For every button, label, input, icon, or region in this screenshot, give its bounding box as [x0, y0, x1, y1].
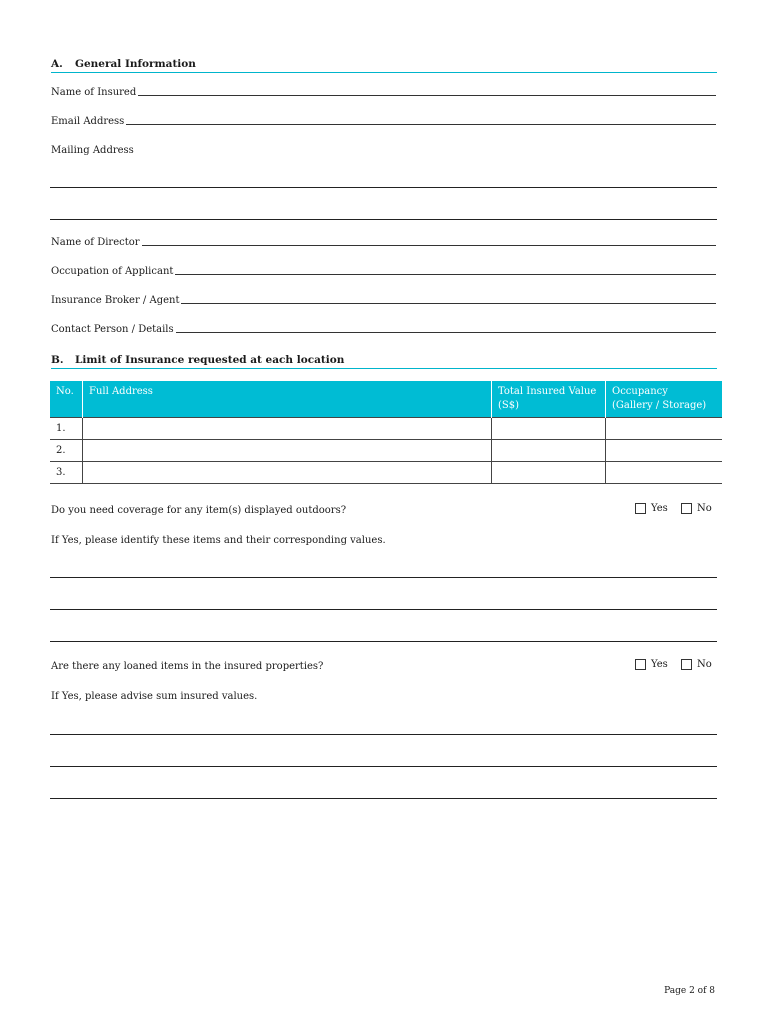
name-of-insured-line[interactable] [138, 95, 716, 96]
header-occupancy-line2: (Gallery / Storage) [612, 400, 707, 411]
email-address-line[interactable] [126, 124, 716, 125]
outdoor-followup: If Yes, please identify these items and their corresponding values. [51, 535, 386, 546]
loaned-followup: If Yes, please advise sum insured values. [51, 691, 258, 702]
loaned-yes-checkbox[interactable] [635, 659, 646, 670]
section-b-title: Limit of Insurance requested at each location [75, 354, 345, 366]
occupation-field[interactable] [51, 266, 716, 277]
email-address-label: Email Address [51, 116, 125, 127]
location-table-header [50, 381, 722, 418]
occupancy-cell[interactable] [606, 440, 723, 462]
loaned-items-line-1[interactable] [50, 734, 717, 735]
section-a-title: General Information [75, 58, 196, 70]
loaned-items-line-2[interactable] [50, 766, 717, 767]
header-total-insured-value [492, 381, 606, 418]
name-of-director-line[interactable] [142, 245, 716, 246]
row-number: 2. [50, 440, 83, 462]
row-number: 3. [50, 462, 83, 484]
header-value-line1: Total Insured Value [498, 386, 597, 397]
loaned-no-checkbox[interactable] [681, 659, 692, 670]
outdoor-items-line-2[interactable] [50, 609, 717, 610]
section-b-heading [51, 354, 717, 369]
row-number: 1. [50, 418, 83, 440]
name-of-director-field[interactable] [51, 237, 716, 248]
outdoor-yes-option[interactable] [635, 503, 668, 514]
outdoor-no-option[interactable] [681, 503, 712, 514]
loaned-yes-option[interactable] [635, 659, 668, 670]
name-of-director-label: Name of Director [51, 237, 140, 248]
header-full-address: Full Address [83, 381, 492, 418]
contact-line[interactable] [176, 332, 716, 333]
value-cell[interactable] [492, 462, 606, 484]
occupation-label: Occupation of Applicant [51, 266, 174, 277]
address-cell[interactable] [83, 440, 492, 462]
header-occupancy-line1: Occupancy [612, 386, 668, 397]
contact-field[interactable] [51, 324, 716, 335]
occupancy-cell[interactable] [606, 462, 723, 484]
value-cell[interactable] [492, 418, 606, 440]
occupancy-cell[interactable] [606, 418, 723, 440]
header-value-line2: (S$) [498, 400, 520, 411]
email-address-field[interactable] [51, 116, 716, 127]
header-no: No. [50, 381, 83, 418]
section-a-letter: A. [51, 58, 63, 70]
outdoor-question: Do you need coverage for any item(s) displayed outdoors? [51, 505, 347, 516]
page-number: Page 2 of 8 [664, 986, 715, 996]
section-a-heading [51, 58, 717, 73]
broker-field[interactable] [51, 295, 716, 306]
loaned-no-option[interactable] [681, 659, 712, 670]
header-occupancy [606, 381, 723, 418]
outdoor-yes-label: Yes [651, 503, 668, 514]
loaned-question: Are there any loaned items in the insured properties? [51, 661, 324, 672]
outdoor-no-checkbox[interactable] [681, 503, 692, 514]
mailing-address-label: Mailing Address [51, 145, 134, 156]
table-row [50, 418, 722, 440]
table-row [50, 462, 722, 484]
loaned-items-line-3[interactable] [50, 798, 717, 799]
address-cell[interactable] [83, 462, 492, 484]
broker-line[interactable] [181, 303, 716, 304]
name-of-insured-field[interactable] [51, 87, 716, 98]
location-table [50, 381, 722, 484]
value-cell[interactable] [492, 440, 606, 462]
address-cell[interactable] [83, 418, 492, 440]
occupation-line[interactable] [175, 274, 716, 275]
outdoor-items-line-3[interactable] [50, 641, 717, 642]
loaned-yes-label: Yes [651, 659, 668, 670]
outdoor-yes-checkbox[interactable] [635, 503, 646, 514]
mailing-address-line-2[interactable] [50, 219, 717, 220]
name-of-insured-label: Name of Insured [51, 87, 137, 98]
table-row [50, 440, 722, 462]
outdoor-items-line-1[interactable] [50, 577, 717, 578]
mailing-address-line-1[interactable] [50, 187, 717, 188]
contact-label: Contact Person / Details [51, 324, 174, 335]
outdoor-no-label: No [697, 503, 712, 514]
broker-label: Insurance Broker / Agent [51, 295, 180, 306]
section-b-letter: B. [51, 354, 64, 366]
loaned-no-label: No [697, 659, 712, 670]
